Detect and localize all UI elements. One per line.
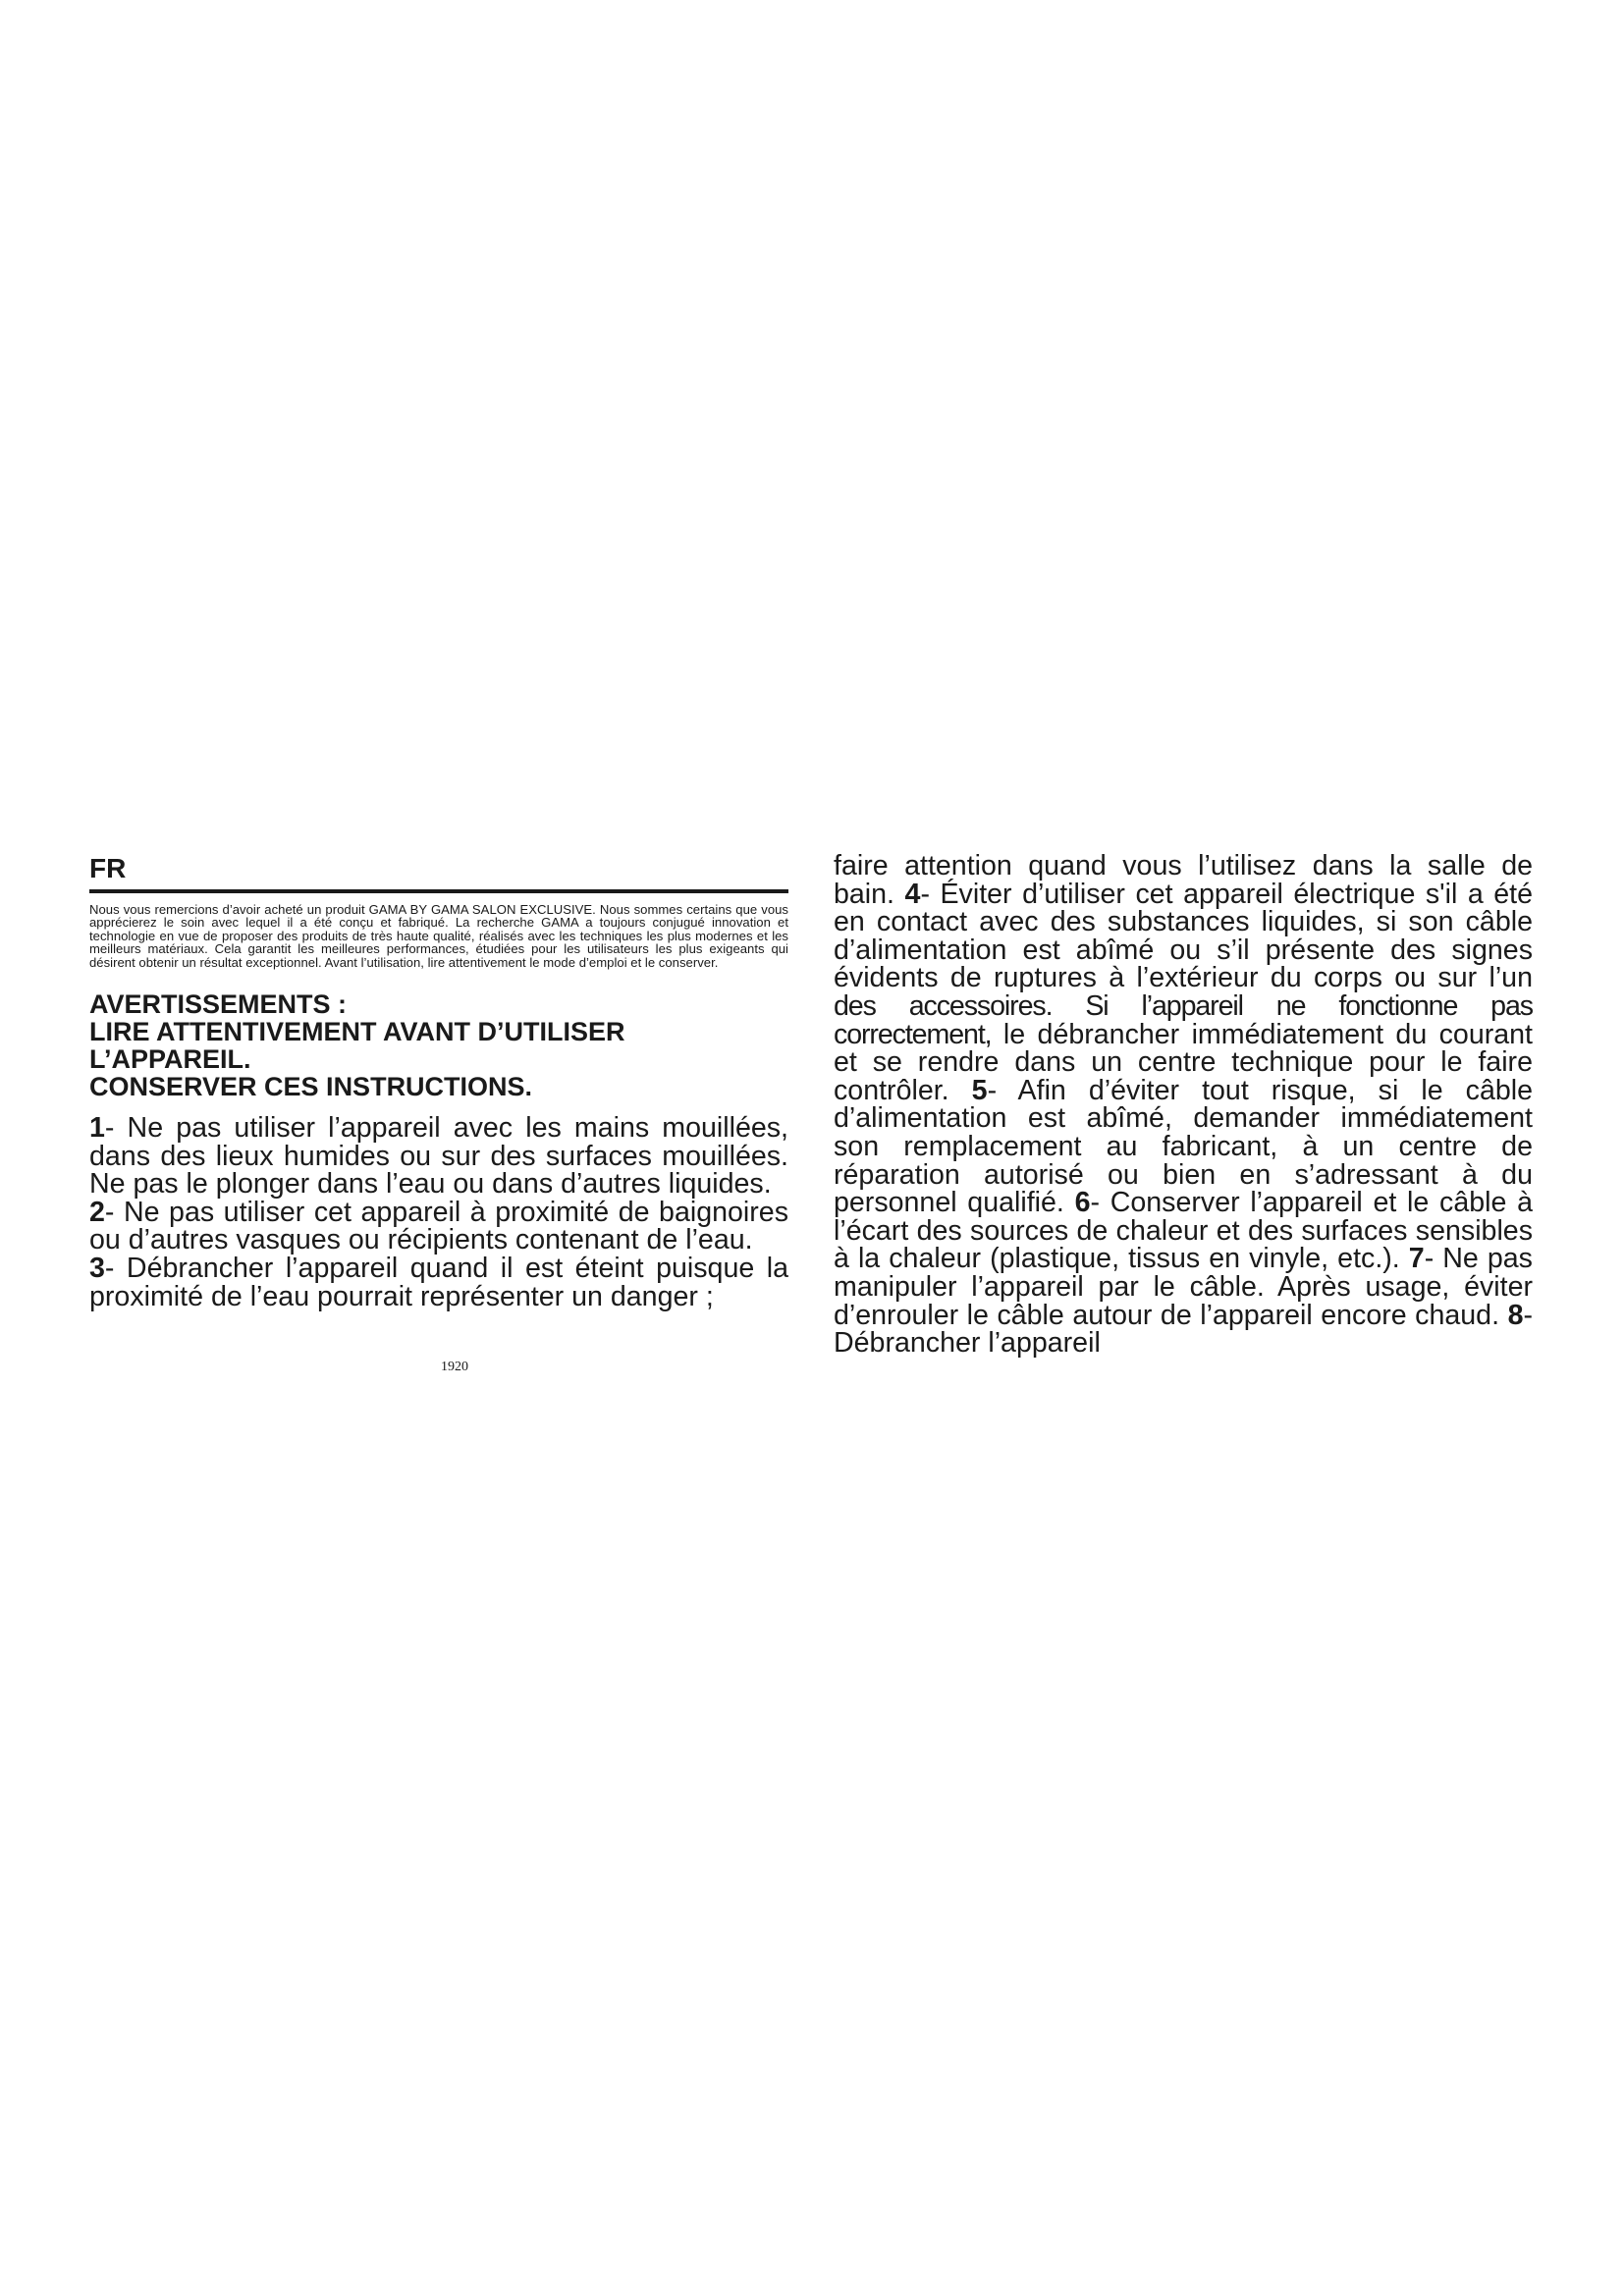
instruction-number: 6 [1074, 1187, 1091, 1219]
instruction-number: 7 [1408, 1243, 1425, 1275]
warnings-title: AVERTISSEMENTS : [89, 989, 348, 1020]
warnings-read-line: LIRE ATTENTIVEMENT AVANT D’UTILISER [89, 1017, 625, 1047]
instruction-text: - Ne pas utiliser l’appareil avec les mains mouillées, dans des lieux humides ou sur des surfaces mouillées. Ne pas le plonger dans l’eau ou dans d’autres liquides. [89, 1112, 788, 1201]
instruction-text: - Ne pas utiliser cet appareil à proximité de baignoires ou d’autres vasques ou récipients contenant de l’eau. [89, 1196, 788, 1256]
warnings-keep-line: CONSERVER CES INSTRUCTIONS. [89, 1072, 533, 1102]
instruction-text: - Afin d’éviter tout risque, si le câble d’alimentation est abîmé, demander immédiatement son remplacement au fabricant, à un centre de réparation autorisé ou bien en s’adressant à du personnel qualifié. [834, 1074, 1533, 1219]
instructions-right [834, 852, 1533, 1358]
warnings-appliance-line: L’APPAREIL. [89, 1044, 251, 1075]
instruction-text: - Débrancher l’appareil [834, 1299, 1533, 1360]
warnings-heading [89, 990, 788, 1100]
instruction-text: des accessoires. Si l’appareil ne fonctionne pas correctement, [834, 989, 1533, 1050]
language-code: FR [89, 853, 127, 883]
instruction-item-2 [89, 1196, 788, 1256]
instruction-text: - Ne pas manipuler l’appareil par le câble. Après usage, éviter d’enrouler le câble autour de l’appareil encore chaud. [834, 1243, 1533, 1331]
instruction-number: 2 [89, 1196, 105, 1228]
instruction-text-continued: faire attention quand vous l’utilisez dans la salle de bain. [834, 850, 1533, 910]
instruction-number: 4 [904, 878, 921, 910]
instruction-number: 8 [1507, 1299, 1524, 1331]
instruction-text: - Conserver l’appareil et le câble à l’écart des sources de chaleur et des surfaces sensibles à la chaleur (plastique, tissus en vinyle, etc.). [834, 1187, 1533, 1275]
instruction-number: 5 [971, 1074, 988, 1106]
header-rule [89, 889, 788, 893]
instruction-text: le débrancher immédiatement du courant et se rendre dans un centre technique pour le faire contrôler. [834, 1018, 1533, 1106]
intro-paragraph: Nous vous remercions d’avoir acheté un produit GAMA BY GAMA SALON EXCLUSIVE. Nous sommes certains que vous apprécierez le soin avec lequel il a été conçu et fabriqué. La recherche GAMA a toujours conjugué innovation et technologie en vue de proposer des produits de très haute qualité, réalisés avec les techniques les plus modernes et les meilleurs matériaux. Cela garantit les meilleures performances, étudiées pour les utilisateurs les plus exigeants qui désirent obtenir un résultat exceptionnel. Avant l’utilisation, lire attentivement le mode d’emploi et le conserver. [89, 902, 788, 970]
instruction-text: - Débrancher l’appareil quand il est éteint puisque la proximité de l’eau pourrait représenter un danger ; [89, 1253, 788, 1312]
page-number: 1920 [441, 1360, 468, 1374]
instruction-text: - Éviter d’utiliser cet appareil électrique s'il a été en contact avec des substances liquides, si son câble d’alimentation est abîmé ou s’il présente des signes évidents de ruptures à l’extérieur du corps ou sur l’un [834, 878, 1534, 994]
left-column [89, 852, 788, 1310]
instruction-item-3 [89, 1255, 788, 1310]
instruction-number: 1 [89, 1112, 105, 1145]
instruction-item-1 [89, 1114, 788, 1199]
instructions-left [89, 1114, 788, 1310]
right-column [834, 852, 1533, 1358]
instruction-number: 3 [89, 1253, 105, 1284]
